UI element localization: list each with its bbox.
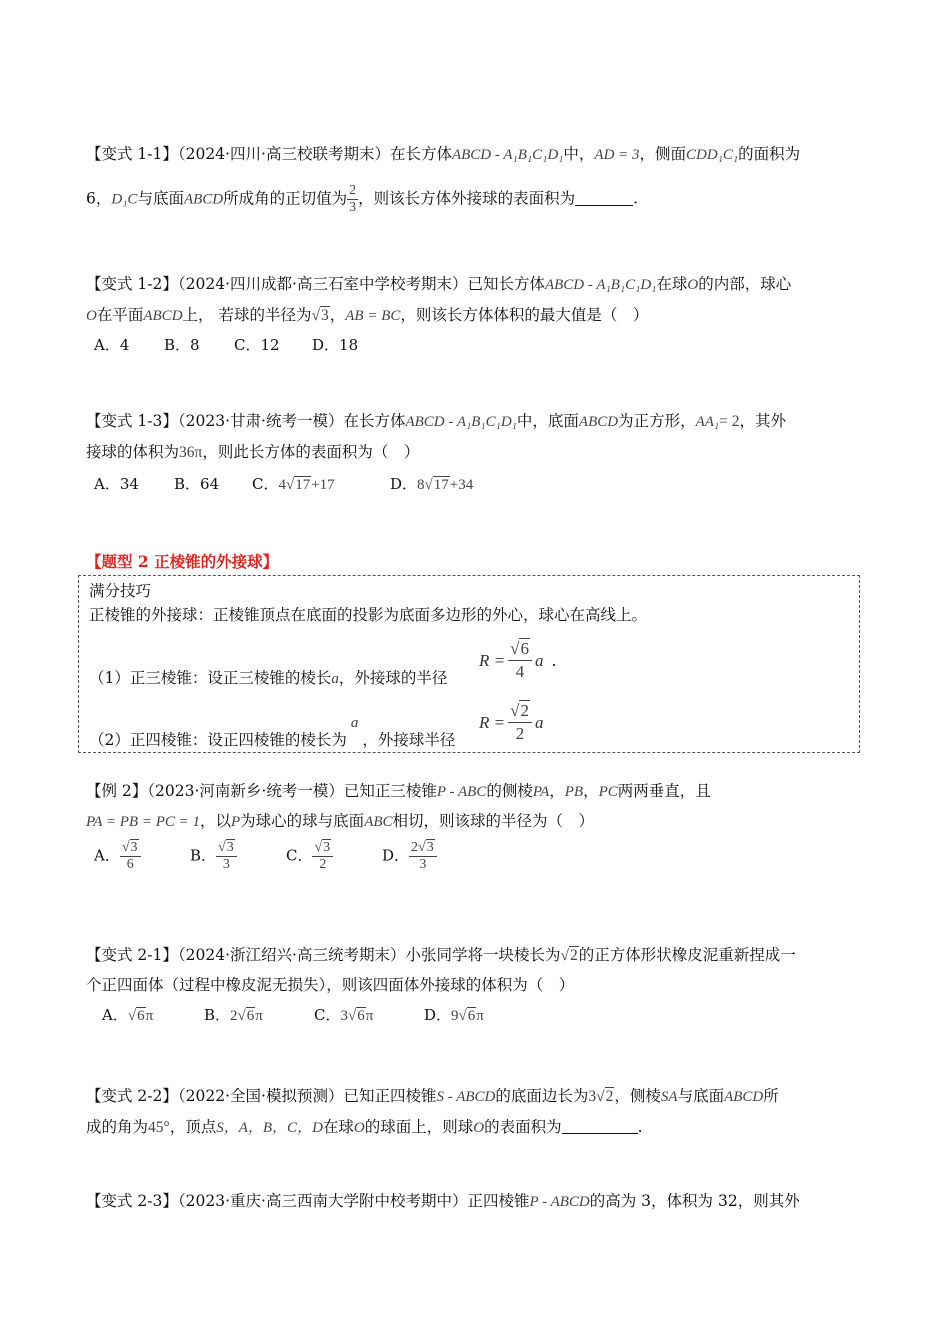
tip-item-2: （2）正四棱锥：设正四棱锥的棱长为a，外接球半径 [89, 715, 456, 749]
ex2-line2: PA = PB = PC = 1，以P为球心的球与底面ABC相切，则该球的半径为（ ） [86, 812, 595, 830]
v13-choices: A．34 B．64 C．4√17+17 D．8√17+34 [94, 475, 474, 493]
v11-line2: 6，D₁C与底面ABCD所成角的正切值为 $\frac{2}{3}$ ，则该长方体外接球的表面积为 . [86, 183, 639, 215]
v22-line1: 【变式 2-2】（2022·全国·模拟预测）已知正四棱锥S - ABCD的底面边长为3√2，侧棱SA与底面ABCD所 [86, 1087, 779, 1105]
box-label: ABCD - A₁B₁C₁D₁ [451, 147, 564, 163]
v11-line1: 【变式 1-1】（2024·四川·高三校联考期末）在长方体ABCD - A₁B₁C₁D₁中，AD = 3，侧面CDD₁C₁的面积为 [86, 145, 801, 163]
v21-line1: 【变式 2-1】（2024·浙江绍兴·高三统考期末）小张同学将一块棱长为√2的正方体形状橡皮泥重新捏成一 [86, 946, 796, 964]
formula-2: R = $\frac{√2}{2}$ a [479, 701, 544, 743]
answer-blank [575, 191, 633, 206]
v21-choices: A．√6π B．2√6π C．3√6π D．9√6π [102, 1006, 484, 1024]
v23-line1: 【变式 2-3】（2023·重庆·高三西南大学附中校考期中）正四棱锥P - ABCD的高为 3，体积为 32，则其外 [86, 1192, 800, 1210]
v13-line1: 【变式 1-3】（2023·甘肃·统考一模）在长方体ABCD - A₁B₁C₁D₁中，底面ABCD为正方形，AA₁= 2，其外 [86, 412, 787, 430]
answer-blank [562, 1119, 638, 1134]
ex2-choices: A． $\frac{√3}{6}$ B． $\frac{√3}{3}$ C． $\frac{√3}{2}$ D． $\frac{2√3}{3}$ [94, 840, 437, 873]
v12-line1: 【变式 1-2】（2024·四川成都·高三石室中学校考期末）已知长方体ABCD - A₁B₁C₁D₁在球O的内部，球心 [86, 275, 792, 293]
fraction-two-thirds: $\frac{2}{3}$ [349, 183, 357, 215]
v12-choices: A．4 B．8 C．12 D．18 [94, 336, 359, 354]
tip-box [78, 575, 860, 753]
formula-1: R = $\frac{√6}{4}$ a . [479, 639, 557, 681]
tip-item-1: （1）正三棱锥：设正三棱锥的棱长a，外接球的半径 [89, 669, 448, 687]
ex2-line1: 【例 2】（2023·河南新乡·统考一模）已知正三棱锥P - ABC的侧棱PA，PB，PC两两垂直，且 [86, 782, 711, 800]
section-heading: 【题型 2 正棱锥的外接球】 [86, 552, 279, 571]
v21-line2: 个正四面体（过程中橡皮泥无损失），则该四面体外接球的体积为（ ） [86, 976, 575, 994]
v13-line2: 接球的体积为36π，则此长方体的表面积为（ ） [86, 443, 420, 461]
v12-line2: O在平面ABCD上， 若球的半径为√3，AB = BC，则该长方体体积的最大值是（ ） [86, 306, 649, 324]
tip-main: 正棱锥的外接球：正棱锥顶点在底面的投影为底面多边形的外心，球心在高线上。 [89, 606, 648, 624]
v22-line2: 成的角为45°，顶点S，A，B，C，D在球O的球面上，则球O的表面积为 . [86, 1118, 643, 1136]
tip-title: 满分技巧 [89, 582, 152, 600]
